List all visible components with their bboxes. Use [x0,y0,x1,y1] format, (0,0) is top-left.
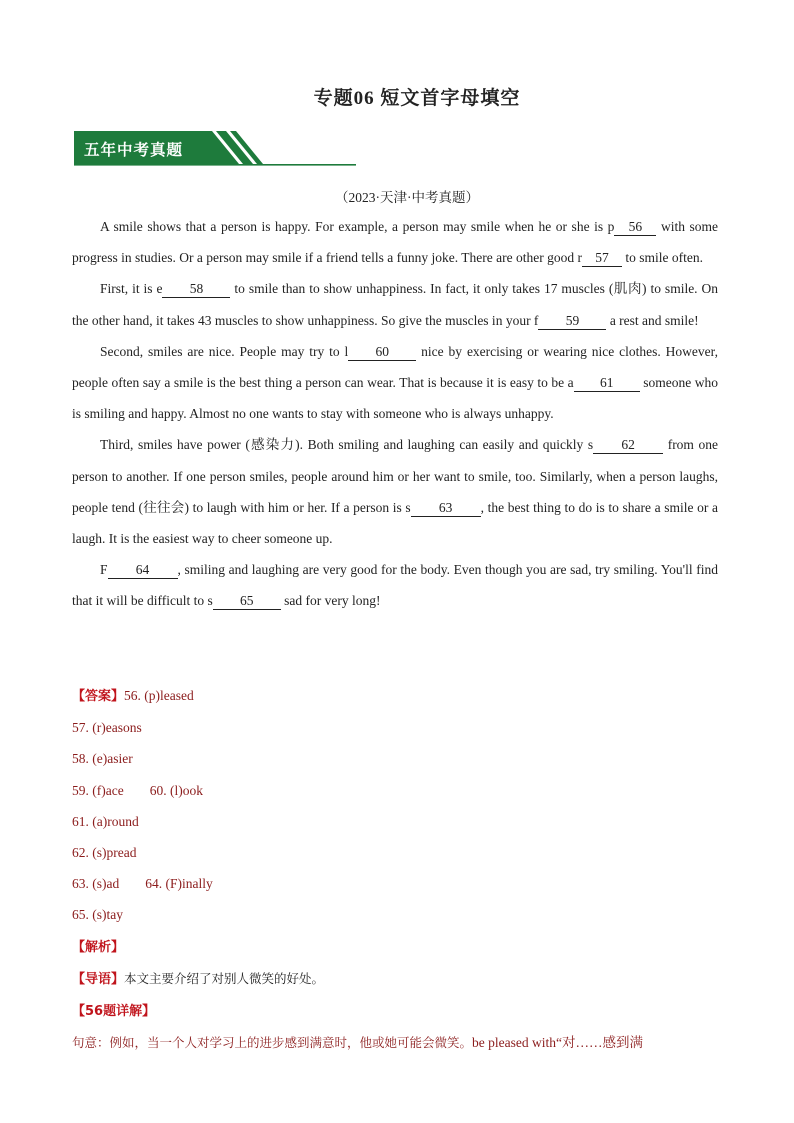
answer-line [72,743,722,774]
answer-line [72,868,722,899]
passage-text: Second, smiles are nice. People may try to l [100,343,349,359]
blank-59: 59 [538,312,606,330]
answer-62: 62. (s)pread [72,845,137,861]
blank-64: 64 [108,561,178,579]
paragraph-1 [72,211,718,273]
intro-text: 本文主要介绍了对别人微笑的好处。 [124,970,325,986]
blank-58: 58 [162,280,230,298]
passage-text: F [100,562,108,578]
answer-65: 65. (s)tay [72,907,123,923]
answer-line [72,712,722,743]
section-banner [74,131,356,167]
passage-text: to smile than to show unhappiness. In fact, it only takes 17 muscles (肌肉) to smile. On the other hand, it takes 43 muscles to show unhappiness. So give the muscles in your f [72,281,718,328]
answer-line [72,806,722,837]
q56-english: be pleased with“对……感到满 [472,1035,643,1051]
analysis-tag: 【解析】 [72,939,125,955]
answer-line [72,680,722,712]
passage-text: to smile often. [621,250,703,266]
intro-line [72,963,722,995]
q56-explanation [72,1027,722,1058]
blank-57: 57 [582,249,622,267]
banner-label: 五年中考真题 [84,141,184,159]
blank-65: 65 [213,592,281,610]
paragraph-2 [72,273,718,335]
q56-tag: 【56题详解】 [72,1004,156,1020]
answer-tag: 【答案】 [72,689,125,704]
paragraph-5 [72,554,718,616]
answer-64: 64. (F)inally [145,876,213,892]
blank-61: 61 [574,374,640,392]
passage-text: sad for very long! [280,593,381,609]
passage-text: from one person to another. If one person smiles, people around him or her want to smile, too. Similarly, when a person laughs, people tend (往往会) to laugh with him or her. If a person is s [72,437,719,515]
blank-60: 60 [348,343,416,361]
answer-line [72,899,722,930]
passage-text: , smiling and laughing are very good for the body. Even though you are sad, try smiling. You'll find that it will be difficult to s [72,562,718,609]
passage-text: First, it is e [100,281,163,297]
blank-62: 62 [593,436,663,454]
passage-text: someone who is smiling and happy. Almost no one wants to stay with someone who is always unhappy. [72,375,718,422]
q56-heading [72,995,722,1027]
answer-line [72,837,722,868]
passage-text: nice by exercising or wearing nice clothes. However, people often say a smile is the best thing a person can wear. That is because it is easy to be a [72,343,718,391]
passage-text: , the best thing to do is to share a smile or a laugh. It is the easiest way to cheer someone up. [72,499,718,547]
paragraph-3 [72,336,718,430]
answer-59: 59. (f)ace [72,782,124,798]
answer-section [72,680,722,1058]
passage-text: A smile shows that a person is happy. For example, a person may smile when he or she is p [100,219,615,234]
analysis-heading [72,931,722,963]
answer-61: 61. (a)round [72,813,139,829]
blank-63: 63 [411,499,481,517]
paragraph-4 [72,429,718,554]
page-title: 专题06 短文首字母填空 [313,88,521,109]
answer-63: 63. (s)ad [72,876,120,892]
passage-text: with some progress in studies. Or a person may smile if a friend tells a funny joke. There are other good r [72,219,718,266]
passage-text: a rest and smile! [606,312,699,328]
passage-text: Third, smiles have power (感染力). Both smiling and laughing can easily and quickly s [100,437,594,453]
blank-56: 56 [614,218,656,236]
passage [72,211,718,617]
answer-line [72,775,722,806]
source-line: （2023·天津·中考真题） [335,190,479,205]
answer-60: 60. (l)ook [149,782,203,798]
answer-56: 56. (p)leased [124,688,194,703]
q56-chinese: 句意：例如，当一个人对学习上的进步感到满意时，他或她可能会微笑。 [72,1035,473,1051]
answer-57: 57. (r)easons [72,720,142,736]
intro-tag: 【导语】 [72,971,125,987]
answer-58: 58. (e)asier [72,751,133,767]
